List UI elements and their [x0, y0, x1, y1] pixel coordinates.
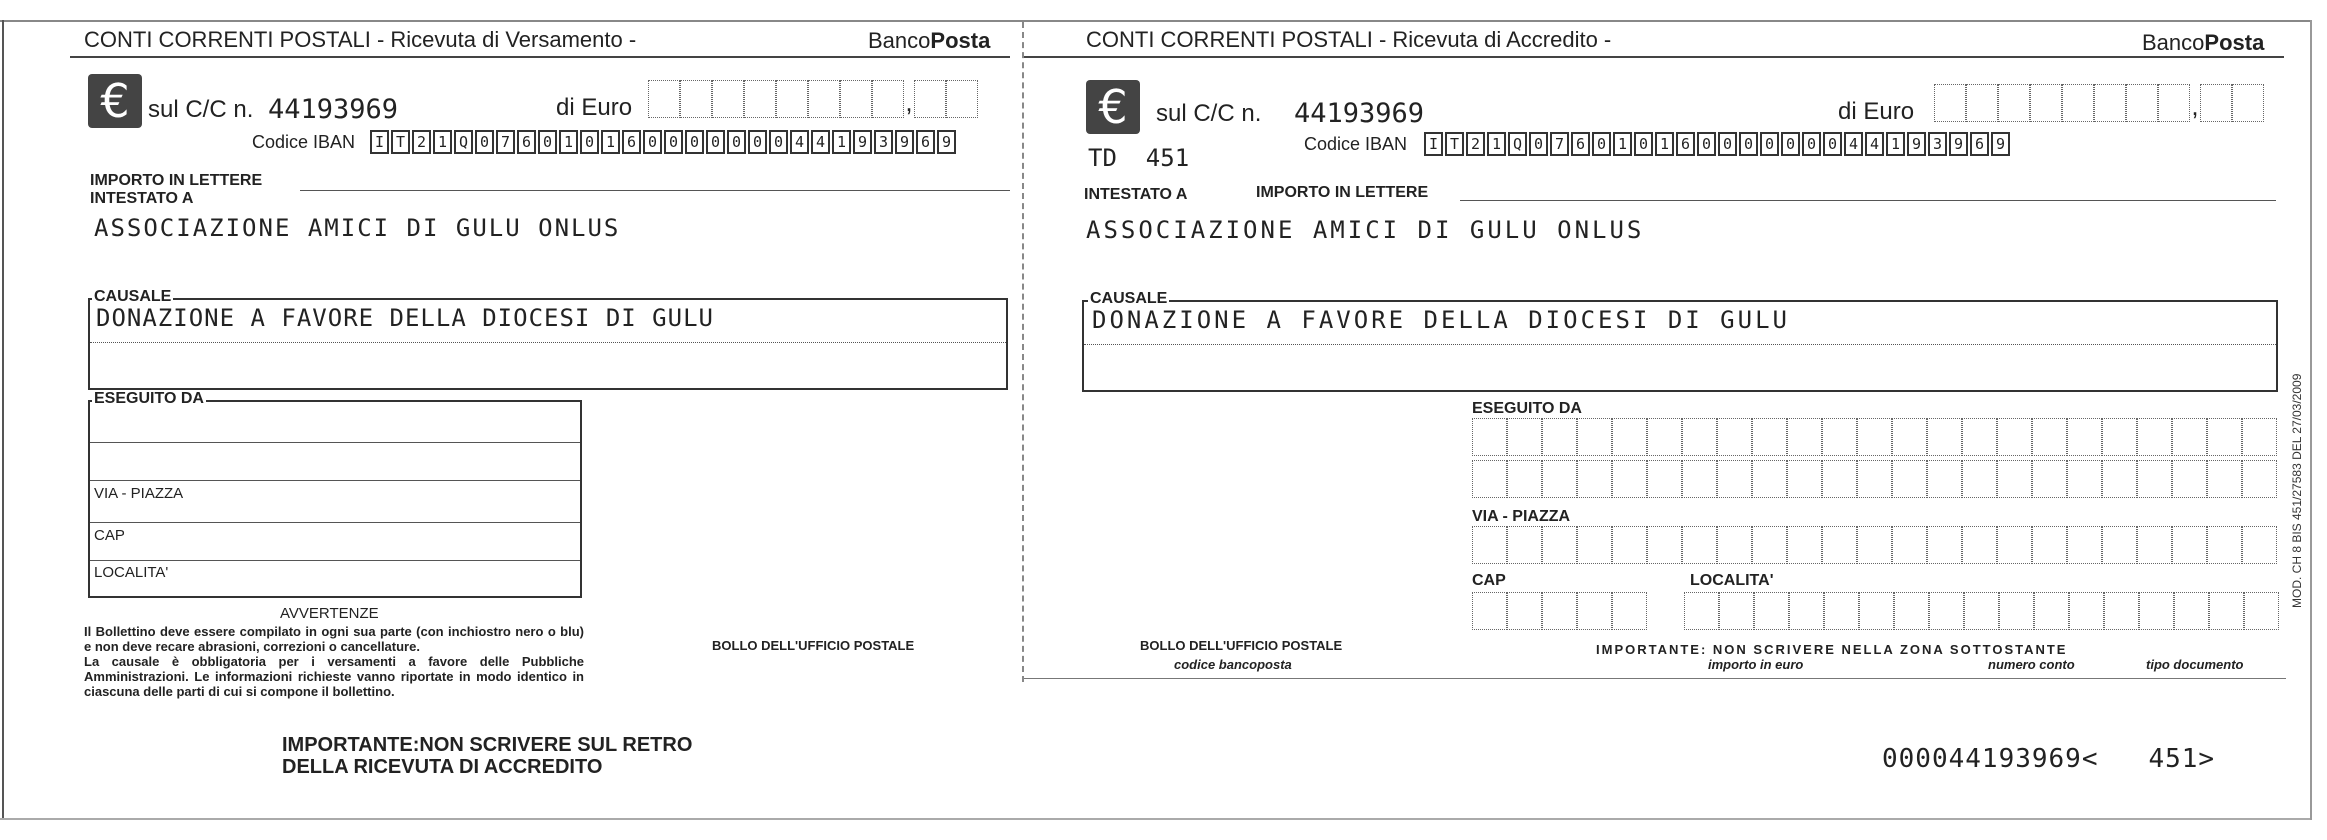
right-brand-suffix: Posta — [2204, 30, 2265, 55]
eseguito-cell[interactable] — [1717, 460, 1752, 498]
decimal-comma: , — [905, 87, 913, 117]
eseguito-cell[interactable] — [1822, 418, 1857, 456]
right-iban-char: 1 — [1487, 132, 1506, 156]
via-cell[interactable] — [2067, 526, 2102, 564]
left-avvertenze-title: AVVERTENZE — [280, 605, 379, 622]
right-iban-char: 4 — [1865, 132, 1884, 156]
right-mod-code: MOD. CH 8 BIS 451/27583 DEL 27/03/2009 — [2290, 373, 2304, 608]
left-importo-lettere-line — [300, 190, 1010, 191]
via-cell[interactable] — [1472, 526, 1507, 564]
right-iban-label: Codice IBAN — [1304, 134, 1408, 154]
left-iban-char: 6 — [622, 130, 641, 154]
left-iban-char: 1 — [433, 130, 452, 154]
left-iban-char: 1 — [832, 130, 851, 154]
right-iban-char: 6 — [1571, 132, 1590, 156]
left-iban-char: Q — [454, 130, 473, 154]
left-iban-char: 3 — [874, 130, 893, 154]
localita-cell[interactable] — [1684, 592, 1719, 630]
right-iban-char: T — [1445, 132, 1464, 156]
eseguito-cell[interactable] — [1612, 418, 1647, 456]
top-border — [0, 20, 2310, 22]
eseguito-cell[interactable] — [1997, 460, 2032, 498]
via-cell[interactable] — [2137, 526, 2172, 564]
left-iban-char: 9 — [853, 130, 872, 154]
left-importante-line2: DELLA RICEVUTA DI ACCREDITO — [282, 756, 603, 778]
right-importo-lettere-line — [1460, 200, 2276, 201]
left-euro-icon: € — [88, 74, 142, 128]
via-cell[interactable] — [1997, 526, 2032, 564]
right-localita-label: LOCALITA' — [1690, 572, 1774, 589]
right-amount-cell[interactable] — [2200, 84, 2232, 122]
right-cap-cells[interactable] — [1472, 592, 1647, 630]
right-eseguito-cells-row2[interactable] — [1472, 460, 2277, 498]
left-iban-char: 0 — [580, 130, 599, 154]
via-cell[interactable] — [2207, 526, 2242, 564]
left-amount-cell[interactable] — [840, 80, 872, 118]
cap-cell[interactable] — [1612, 592, 1647, 630]
localita-cell[interactable] — [2034, 592, 2069, 630]
left-iban-char: I — [370, 130, 389, 154]
left-iban-char: 4 — [790, 130, 809, 154]
left-amount-cell[interactable] — [872, 80, 904, 118]
cap-cell[interactable] — [1577, 592, 1612, 630]
right-amount-cell[interactable] — [2232, 84, 2264, 122]
left-importante-line1: IMPORTANTE:NON SCRIVERE SUL RETRO — [282, 734, 693, 756]
right-brand — [2142, 30, 2264, 56]
left-iban-cells — [370, 130, 958, 154]
via-cell[interactable] — [1752, 526, 1787, 564]
localita-cell[interactable] — [1964, 592, 1999, 630]
left-eseguito-line4 — [90, 560, 580, 561]
eseguito-cell[interactable] — [1542, 460, 1577, 498]
eseguito-cell[interactable] — [2207, 460, 2242, 498]
right-amount-cell[interactable] — [1934, 84, 1966, 122]
eseguito-cell[interactable] — [1962, 460, 1997, 498]
left-brand-suffix: Posta — [930, 28, 991, 53]
eseguito-cell[interactable] — [2102, 418, 2137, 456]
right-importo-lettere-label: IMPORTO IN LETTERE — [1256, 184, 1429, 201]
right-iban-char: I — [1424, 132, 1443, 156]
right-eseguito-cells-row1[interactable] — [1472, 418, 2277, 456]
left-iban-char: 0 — [643, 130, 662, 154]
right-iban-char: 9 — [1991, 132, 2010, 156]
left-eseguito-line2 — [90, 480, 580, 481]
left-eseguito-line3 — [90, 522, 580, 523]
left-via-label: VIA - PIAZZA — [94, 485, 184, 502]
left-cc-label: sul C/C n. — [148, 96, 254, 123]
left-intestato-value: ASSOCIAZIONE AMICI DI GULU ONLUS — [94, 214, 621, 242]
right-iban-char: 1 — [1886, 132, 1905, 156]
left-eseguito-line1 — [90, 442, 580, 443]
right-importo-euro: importo in euro — [1708, 657, 1804, 672]
right-iban-char: 3 — [1928, 132, 1947, 156]
eseguito-cell[interactable] — [1892, 418, 1927, 456]
eseguito-cell[interactable] — [1507, 418, 1542, 456]
right-header-title: CONTI CORRENTI POSTALI - Ricevuta di Accredito - — [1086, 27, 1612, 52]
right-iban-char: Q — [1508, 132, 1527, 156]
right-di-euro-label: di Euro — [1838, 98, 1915, 125]
cap-cell[interactable] — [1472, 592, 1507, 630]
left-iban-char: 1 — [601, 130, 620, 154]
cap-cell[interactable] — [1542, 592, 1577, 630]
eseguito-cell[interactable] — [2137, 460, 2172, 498]
via-cell[interactable] — [1682, 526, 1717, 564]
via-cell[interactable] — [1787, 526, 1822, 564]
left-avvertenze-text — [84, 624, 584, 699]
left-intestato-label: INTESTATO A — [90, 190, 194, 207]
eseguito-cell[interactable] — [1962, 418, 1997, 456]
left-iban-char: T — [391, 130, 410, 154]
left-causale-value: DONAZIONE A FAVORE DELLA DIOCESI DI GULU — [96, 304, 714, 332]
via-cell[interactable] — [1822, 526, 1857, 564]
via-cell[interactable] — [2032, 526, 2067, 564]
right-iban-char: 0 — [1529, 132, 1548, 156]
localita-cell[interactable] — [2244, 592, 2279, 630]
eseguito-cell[interactable] — [1612, 460, 1647, 498]
eseguito-cell[interactable] — [1857, 418, 1892, 456]
left-iban-char: 0 — [748, 130, 767, 154]
right-iban-char: 1 — [1613, 132, 1632, 156]
eseguito-cell[interactable] — [1647, 418, 1682, 456]
left-bollo-label: BOLLO DELL'UFFICIO POSTALE — [712, 638, 915, 653]
left-eseguito-label: ESEGUITO DA — [94, 390, 204, 407]
eseguito-cell[interactable] — [2242, 418, 2277, 456]
right-amount-cell[interactable] — [2062, 84, 2094, 122]
eseguito-cell[interactable] — [1542, 418, 1577, 456]
left-iban-char: 0 — [769, 130, 788, 154]
eseguito-cell[interactable] — [1787, 418, 1822, 456]
left-amount-cell[interactable] — [744, 80, 776, 118]
left-iban-char: 1 — [559, 130, 578, 154]
eseguito-cell[interactable] — [2067, 460, 2102, 498]
eseguito-cell[interactable] — [1472, 418, 1507, 456]
eseguito-cell[interactable] — [2032, 418, 2067, 456]
right-iban-char: 0 — [1781, 132, 1800, 156]
right-iban-char: 9 — [1907, 132, 1926, 156]
left-iban-char: 0 — [538, 130, 557, 154]
right-eseguito-label: ESEGUITO DA — [1472, 400, 1582, 417]
eseguito-cell[interactable] — [2172, 460, 2207, 498]
via-cell[interactable] — [2242, 526, 2277, 564]
eseguito-cell[interactable] — [2242, 460, 2277, 498]
right-iban-char: 0 — [1739, 132, 1758, 156]
eseguito-cell[interactable] — [2207, 418, 2242, 456]
localita-cell[interactable] — [1999, 592, 2034, 630]
left-iban-char: 0 — [475, 130, 494, 154]
right-via-cells[interactable] — [1472, 526, 2277, 564]
via-cell[interactable] — [1647, 526, 1682, 564]
eseguito-cell[interactable] — [1577, 418, 1612, 456]
left-amount-cells[interactable] — [648, 80, 978, 124]
right-iban-char: 0 — [1802, 132, 1821, 156]
right-iban-char: 0 — [1823, 132, 1842, 156]
eseguito-cell[interactable] — [1682, 460, 1717, 498]
left-amount-cell[interactable] — [946, 80, 978, 118]
right-iban-char: 6 — [1676, 132, 1695, 156]
localita-cell[interactable] — [1719, 592, 1754, 630]
eseguito-cell[interactable] — [2067, 418, 2102, 456]
localita-cell[interactable] — [1824, 592, 1859, 630]
left-cc-number: 44193969 — [268, 94, 399, 125]
right-amount-cell[interactable] — [2158, 84, 2190, 122]
via-cell[interactable] — [1612, 526, 1647, 564]
localita-cell[interactable] — [1859, 592, 1894, 630]
right-localita-cells[interactable] — [1684, 592, 2279, 630]
eseguito-cell[interactable] — [1997, 418, 2032, 456]
right-euro-icon: € — [1086, 80, 1140, 134]
via-cell[interactable] — [1507, 526, 1542, 564]
left-iban-char: 2 — [412, 130, 431, 154]
left-amount-cell[interactable] — [680, 80, 712, 118]
localita-cell[interactable] — [1894, 592, 1929, 630]
localita-cell[interactable] — [1929, 592, 1964, 630]
left-causale-divider — [90, 342, 1006, 343]
eseguito-cell[interactable] — [1752, 460, 1787, 498]
right-iban-char: 0 — [1634, 132, 1653, 156]
eseguito-cell[interactable] — [1717, 418, 1752, 456]
via-cell[interactable] — [1857, 526, 1892, 564]
eseguito-cell[interactable] — [1822, 460, 1857, 498]
right-td-label: TD 451 — [1088, 144, 1190, 172]
left-avvertenze-para2: La causale è obbligatoria per i versamenti a favore delle Pubbliche Amministrazioni. Le informazioni richieste vanno riportate in modo identico in ciascuna delle parti di cui si compone il bollettino. — [84, 654, 584, 699]
right-cc-label: sul C/C n. — [1156, 100, 1262, 127]
via-cell[interactable] — [1962, 526, 1997, 564]
via-cell[interactable] — [1577, 526, 1612, 564]
left-amount-cell[interactable] — [914, 80, 946, 118]
right-amount-cell[interactable] — [2094, 84, 2126, 122]
left-iban-char: 0 — [727, 130, 746, 154]
right-tipo-documento: tipo documento — [2146, 657, 2244, 672]
eseguito-cell[interactable] — [1927, 460, 1962, 498]
bottom-border — [0, 818, 2310, 820]
right-iban-char: 9 — [1949, 132, 1968, 156]
localita-cell[interactable] — [1789, 592, 1824, 630]
left-header-line — [70, 56, 1010, 58]
left-iban-char: 0 — [664, 130, 683, 154]
cap-cell[interactable] — [1507, 592, 1542, 630]
via-cell[interactable] — [2102, 526, 2137, 564]
via-cell[interactable] — [1892, 526, 1927, 564]
eseguito-cell[interactable] — [2102, 460, 2137, 498]
right-bollo-label: BOLLO DELL'UFFICIO POSTALE — [1140, 638, 1343, 653]
right-header-line — [1024, 56, 2284, 58]
right-causale-label: CAUSALE — [1090, 290, 1168, 307]
localita-cell[interactable] — [1754, 592, 1789, 630]
left-header-title: CONTI CORRENTI POSTALI - Ricevuta di Versamento - — [84, 27, 637, 52]
right-importante-zone: IMPORTANTE: NON SCRIVERE NELLA ZONA SOTTOSTANTE — [1596, 642, 2068, 657]
right-iban-char: 0 — [1718, 132, 1737, 156]
left-iban-char: 0 — [685, 130, 704, 154]
left-amount-cell[interactable] — [648, 80, 680, 118]
eseguito-cell[interactable] — [2137, 418, 2172, 456]
eseguito-cell[interactable] — [2172, 418, 2207, 456]
right-bottom-rule — [1024, 678, 2286, 679]
right-iban-char: 2 — [1466, 132, 1485, 156]
eseguito-cell[interactable] — [2032, 460, 2067, 498]
coupon-perforation — [1022, 22, 1024, 682]
left-di-euro-label: di Euro — [556, 94, 633, 121]
eseguito-cell[interactable] — [1577, 460, 1612, 498]
left-iban-char: 6 — [517, 130, 536, 154]
left-causale-label: CAUSALE — [94, 288, 172, 305]
right-causale-value: DONAZIONE A FAVORE DELLA DIOCESI DI GULU — [1092, 306, 1790, 334]
via-cell[interactable] — [1717, 526, 1752, 564]
right-cc-number: 44193969 — [1294, 98, 1425, 129]
left-avvertenze-para1: Il Bollettino deve essere compilato in ogni sua parte (con inchiostro nero o blu) e non deve recare abrasioni, correzioni o cancellature. — [84, 624, 584, 654]
left-border — [2, 20, 4, 820]
decimal-comma: , — [2191, 91, 2199, 121]
right-intestato-label: INTESTATO A — [1084, 186, 1188, 203]
right-ocr-line: 000044193969< 451> — [1882, 744, 2216, 774]
right-amount-cell[interactable] — [2126, 84, 2158, 122]
via-cell[interactable] — [1542, 526, 1577, 564]
left-amount-cell[interactable] — [808, 80, 840, 118]
right-intestato-value: ASSOCIAZIONE AMICI DI GULU ONLUS — [1086, 216, 1645, 244]
right-iban-char: 4 — [1844, 132, 1863, 156]
left-localita-label: LOCALITA' — [94, 564, 169, 581]
left-amount-cell[interactable] — [776, 80, 808, 118]
right-amount-cell[interactable] — [2030, 84, 2062, 122]
localita-cell[interactable] — [2104, 592, 2139, 630]
right-iban-cells — [1424, 132, 2012, 156]
via-cell[interactable] — [1927, 526, 1962, 564]
eseguito-cell[interactable] — [1927, 418, 1962, 456]
right-via-label: VIA - PIAZZA — [1472, 508, 1571, 525]
right-border — [2310, 20, 2312, 820]
right-iban-char: 1 — [1655, 132, 1674, 156]
right-amount-cells[interactable] — [1934, 84, 2264, 128]
left-importo-lettere-label: IMPORTO IN LETTERE — [90, 172, 263, 189]
left-iban-char: 0 — [706, 130, 725, 154]
right-amount-cell[interactable] — [1998, 84, 2030, 122]
right-iban-char: 0 — [1760, 132, 1779, 156]
left-iban-char: 6 — [916, 130, 935, 154]
left-brand-prefix: Banco — [868, 28, 931, 53]
right-iban-char: 7 — [1550, 132, 1569, 156]
localita-cell[interactable] — [2139, 592, 2174, 630]
right-brand-prefix: Banco — [2142, 30, 2205, 55]
eseguito-cell[interactable] — [1507, 460, 1542, 498]
right-amount-cell[interactable] — [1966, 84, 1998, 122]
eseguito-cell[interactable] — [1752, 418, 1787, 456]
localita-cell[interactable] — [2209, 592, 2244, 630]
right-iban-char: 6 — [1970, 132, 1989, 156]
right-iban-char: 0 — [1697, 132, 1716, 156]
left-iban-char: 9 — [895, 130, 914, 154]
eseguito-cell[interactable] — [1647, 460, 1682, 498]
eseguito-cell[interactable] — [1787, 460, 1822, 498]
left-brand — [868, 28, 990, 54]
eseguito-cell[interactable] — [1472, 460, 1507, 498]
left-cap-label: CAP — [94, 527, 125, 544]
eseguito-cell[interactable] — [1857, 460, 1892, 498]
via-cell[interactable] — [2172, 526, 2207, 564]
left-iban-char: 9 — [937, 130, 956, 154]
localita-cell[interactable] — [2174, 592, 2209, 630]
eseguito-cell[interactable] — [1682, 418, 1717, 456]
right-causale-divider — [1084, 344, 2276, 345]
eseguito-cell[interactable] — [1892, 460, 1927, 498]
right-codice-bancoposta: codice bancoposta — [1174, 657, 1292, 672]
left-amount-cell[interactable] — [712, 80, 744, 118]
localita-cell[interactable] — [2069, 592, 2104, 630]
right-cap-label: CAP — [1472, 572, 1506, 589]
left-iban-label: Codice IBAN — [252, 132, 356, 152]
left-iban-char: 4 — [811, 130, 830, 154]
right-numero-conto: numero conto — [1988, 657, 2075, 672]
left-iban-char: 7 — [496, 130, 515, 154]
right-iban-char: 0 — [1592, 132, 1611, 156]
